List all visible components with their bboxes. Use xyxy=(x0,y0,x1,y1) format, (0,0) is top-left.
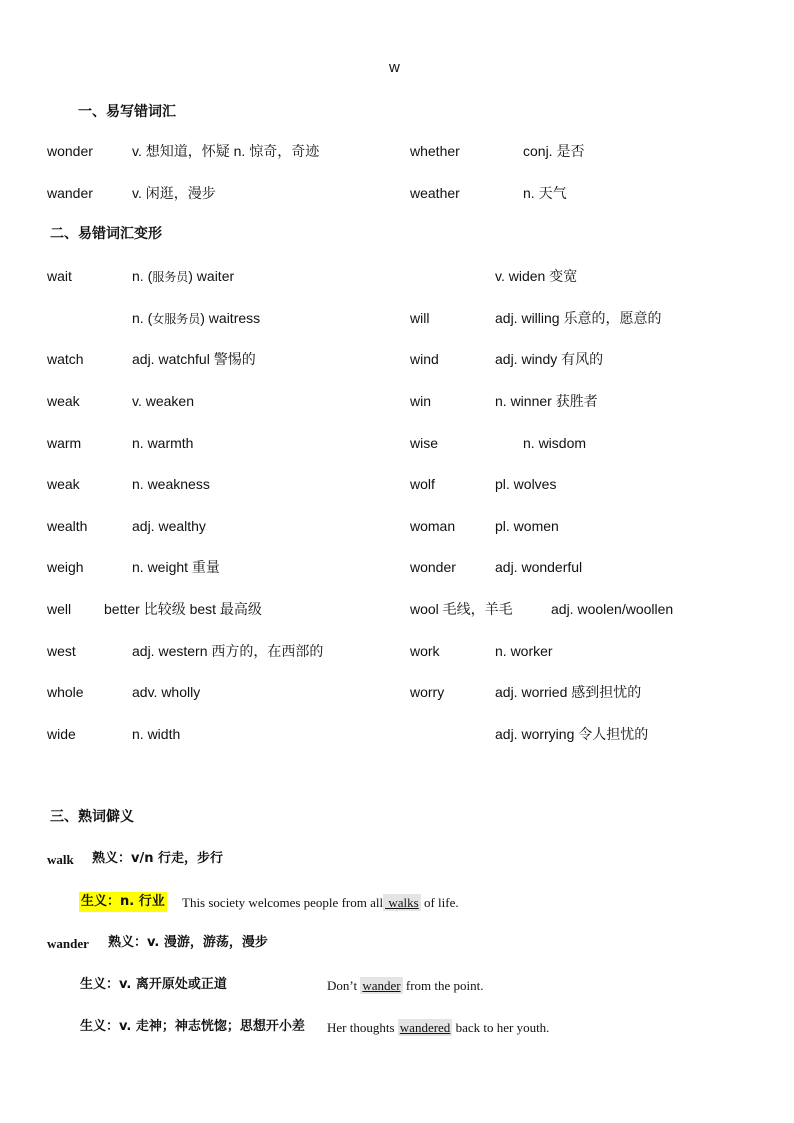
key-word: wandered xyxy=(399,1020,451,1035)
word: west xyxy=(47,643,76,659)
word: will xyxy=(410,310,430,326)
definition: adj. western 西方的，在西部的 xyxy=(132,643,324,659)
word: well xyxy=(47,601,72,617)
definition: n. 天气 xyxy=(523,185,567,201)
word: woman xyxy=(410,518,456,534)
definition: adj. willing 乐意的，愿意的 xyxy=(495,310,662,326)
word: worry xyxy=(410,684,445,700)
definition: n. (服务员) waiter xyxy=(132,268,235,284)
word: work xyxy=(410,643,440,659)
definition: pl. women xyxy=(495,518,559,534)
definition: adj. watchful 警惕的 xyxy=(132,351,256,367)
word: warm xyxy=(47,435,82,451)
page-title: w xyxy=(389,59,400,76)
section-heading-familiar-words: 三、熟词僻义 xyxy=(50,809,134,825)
definition: adj. wonderful xyxy=(495,559,583,575)
definition: n. (女服务员) waitress xyxy=(132,310,261,326)
example-sentence: This society welcomes people from all walks of life. xyxy=(182,895,459,910)
definition: adv. wholly xyxy=(132,684,201,700)
definition: n. weight 重量 xyxy=(132,559,220,575)
word: weak xyxy=(47,476,80,492)
definition: v. weaken xyxy=(132,393,194,409)
definition: n. wisdom xyxy=(523,435,587,451)
word: wool 毛线，羊毛 xyxy=(410,601,513,617)
word: weigh xyxy=(47,559,84,575)
example-sentence: Don’t wander from the point. xyxy=(327,978,484,993)
word-walk: walk xyxy=(47,852,74,867)
definition: adj. worrying 令人担忧的 xyxy=(495,726,649,742)
definition: n. warmth xyxy=(132,435,194,451)
section-heading-word-forms: 二、易错词汇变形 xyxy=(50,226,162,242)
word: wander xyxy=(47,185,93,201)
word: whole xyxy=(47,684,84,700)
section-heading-easy-to-misspell: 一、易写错词汇 xyxy=(78,104,176,120)
word: wise xyxy=(410,435,439,451)
definition: n. width xyxy=(132,726,181,742)
definition: adj. worried 感到担忧的 xyxy=(495,684,642,700)
definition: v. 闲逛，漫步 xyxy=(132,185,216,201)
word-wander: wander xyxy=(47,936,89,951)
word: wonder xyxy=(47,143,93,159)
word: weather xyxy=(410,185,460,201)
word: weak xyxy=(47,393,80,409)
definition: adj. wealthy xyxy=(132,518,206,534)
new-meaning: 生义：v. 离开原处或正道 xyxy=(80,977,227,992)
word: wind xyxy=(410,351,439,367)
word: win xyxy=(410,393,432,409)
key-word: walks xyxy=(385,895,419,910)
definition: n. worker xyxy=(495,643,553,659)
familiar-meaning: 熟义：v/n 行走，步行 xyxy=(92,851,224,866)
definition: pl. wolves xyxy=(495,476,557,492)
definition: v. widen 变宽 xyxy=(495,268,578,284)
definition: better 比较级 best 最高级 xyxy=(104,601,262,617)
word: whether xyxy=(410,143,460,159)
word: watch xyxy=(47,351,84,367)
key-word: wander xyxy=(362,978,401,993)
definition: adj. woolen/woollen xyxy=(551,601,674,617)
familiar-meaning: 熟义：v. 漫游，游荡，漫步 xyxy=(108,935,268,950)
word: wonder xyxy=(410,559,456,575)
word: wolf xyxy=(410,476,435,492)
example-sentence: Her thoughts wandered back to her youth. xyxy=(327,1020,550,1035)
definition: n. winner 获胜者 xyxy=(495,393,598,409)
word: wealth xyxy=(47,518,88,534)
word: wait xyxy=(47,268,72,284)
definition: conj. 是否 xyxy=(523,143,585,159)
definition: n. weakness xyxy=(132,476,210,492)
new-meaning: 生义：n. 行业 xyxy=(79,892,167,912)
word: wide xyxy=(47,726,76,742)
definition: adj. windy 有风的 xyxy=(495,351,604,367)
definition: v. 想知道，怀疑 n. 惊奇，奇迹 xyxy=(132,143,320,159)
new-meaning: 生义：v. 走神；神志恍惚；思想开小差 xyxy=(80,1019,305,1034)
